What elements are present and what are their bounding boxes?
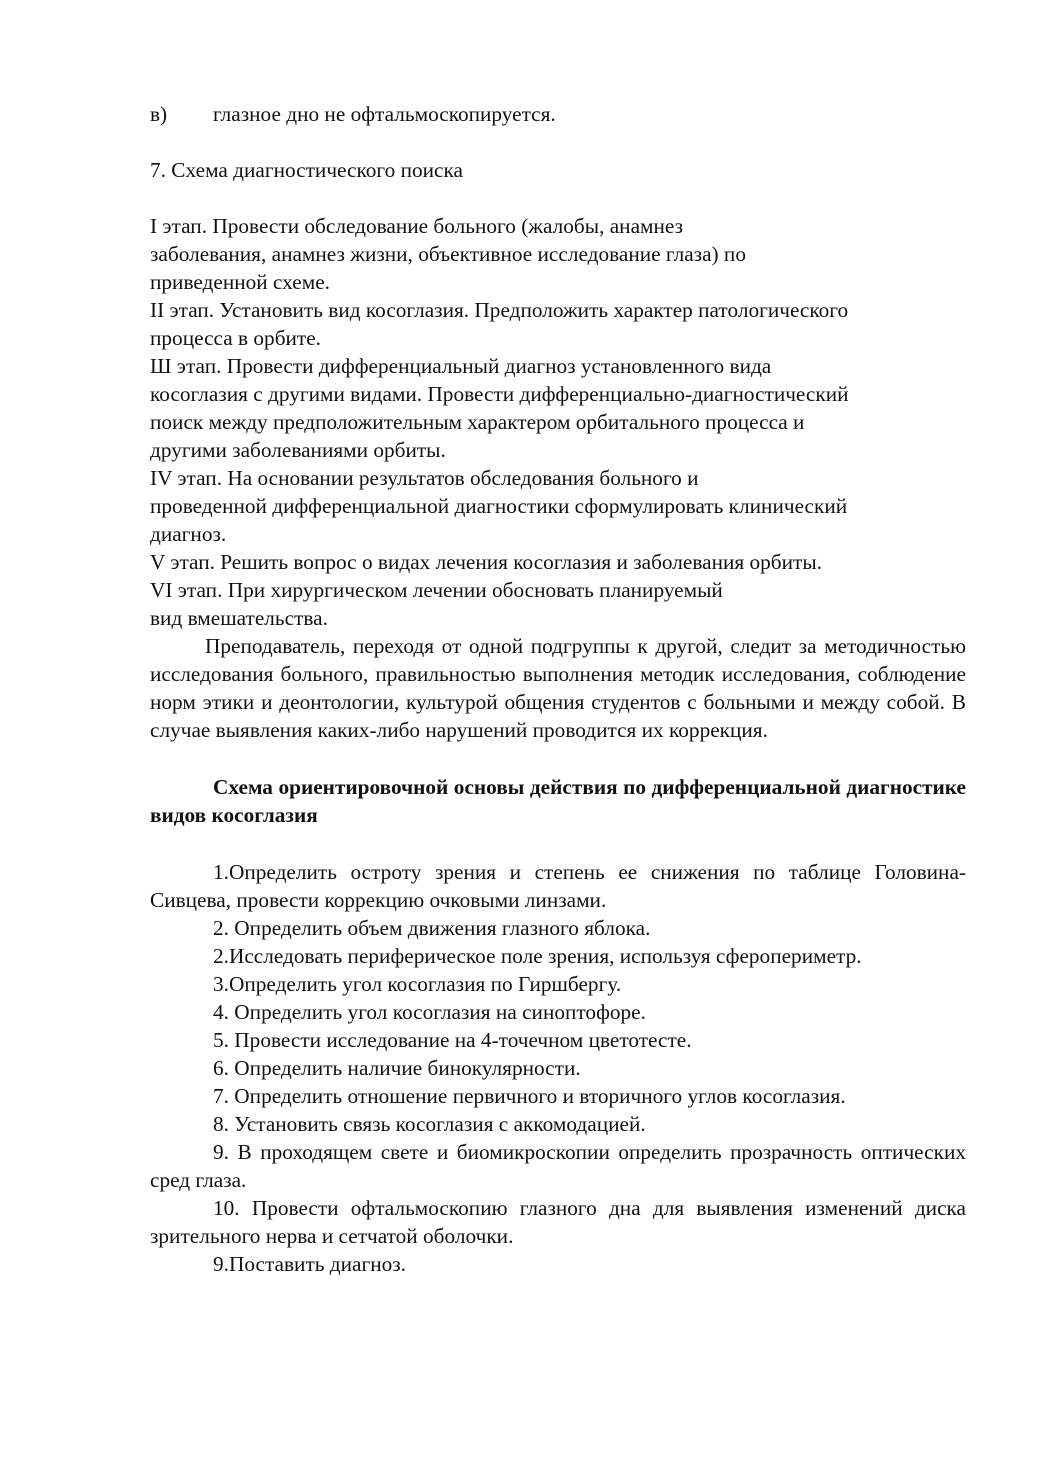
scheme-title: Схема ориентировочной основы действия по дифференциальной диагностике видов косоглазия bbox=[150, 775, 966, 827]
list-item-text: глазное дно не офтальмоскопируется. bbox=[213, 102, 556, 126]
list-marker: в) bbox=[150, 102, 168, 126]
stage-line: процесса в орбите. bbox=[150, 326, 322, 350]
stage-line: косоглазия с другими видами. Провести дифференциально-диагностический bbox=[150, 382, 849, 406]
spacer bbox=[150, 829, 966, 858]
list-item-v bbox=[150, 100, 966, 128]
step-item: 9. В проходящем свете и биомикроскопии определить прозрачность оптических сред глаза. bbox=[150, 1140, 966, 1192]
stage-line: заболевания, анамнез жизни, объективное исследование глаза) по bbox=[150, 242, 746, 266]
spacer bbox=[150, 128, 966, 156]
stage-line: поиск между предположительным характером орбитального процесса и bbox=[150, 410, 805, 434]
step-item: 10. Провести офтальмоскопию глазного дна для выявления изменений диска зрительного нерва и сетчатой оболочки. bbox=[150, 1196, 966, 1248]
step-item: 4. Определить угол косоглазия на синоптофоре. bbox=[213, 1000, 646, 1024]
stage-line: I этап. Провести обследование больного (жалобы, анамнез bbox=[150, 214, 684, 238]
stage-line: приведенной схеме. bbox=[150, 270, 330, 294]
step-item: 7. Определить отношение первичного и вторичного углов косоглазия. bbox=[213, 1084, 846, 1108]
stage-line: V этап. Решить вопрос о видах лечения косоглазия и заболевания орбиты. bbox=[150, 550, 822, 574]
step-item: 9.Поставить диагноз. bbox=[213, 1252, 407, 1276]
document-page bbox=[150, 100, 966, 1278]
section-heading: 7. Схема диагностического поиска bbox=[150, 158, 463, 182]
stage-line: диагноз. bbox=[150, 522, 227, 546]
steps-list bbox=[150, 858, 966, 1278]
stages-block bbox=[150, 212, 966, 632]
spacer bbox=[150, 744, 966, 773]
stage-line: IV этап. На основании результатов обследования больного и bbox=[150, 466, 699, 490]
step-item: 2.Исследовать периферическое поле зрения, используя сфероперимeтр. bbox=[213, 944, 862, 968]
stage-line: Ш этап. Провести дифференциальный диагноз установленного вида bbox=[150, 354, 772, 378]
teacher-paragraph: Преподаватель, переходя от одной подгруппы к другой, следит за методичностью исследования больного, правильностью выполнения методик исследования, соблюдение норм этики и деонтологии, культурой общения студентов с больными и между собой. В случае выявления каких-либо нарушений проводится их коррекция. bbox=[150, 634, 966, 742]
step-item: 5. Провести исследование на 4-точечном цветотесте. bbox=[213, 1028, 692, 1052]
spacer bbox=[150, 184, 966, 212]
stage-line: VI этап. При хирургическом лечении обосновать планируемый bbox=[150, 578, 723, 602]
step-item: 3.Определить угол косоглазия по Гиршбергу. bbox=[213, 972, 622, 996]
stage-line: вид вмешательства. bbox=[150, 606, 328, 630]
stage-line: II этап. Установить вид косоглазия. Предположить характер патологического bbox=[150, 298, 849, 322]
step-item: 8. Установить связь косоглазия с аккомодацией. bbox=[213, 1112, 646, 1136]
step-item: 1.Определить остроту зрения и степень ее снижения по таблице Головина-Сивцева, провести коррекцию очковыми линзами. bbox=[150, 860, 966, 912]
step-item: 2. Определить объем движения глазного яблока. bbox=[213, 916, 651, 940]
stage-line: другими заболеваниями орбиты. bbox=[150, 438, 446, 462]
step-item: 6. Определить наличие бинокулярности. bbox=[213, 1056, 581, 1080]
stage-line: проведенной дифференциальной диагностики сформулировать клинический bbox=[150, 494, 848, 518]
